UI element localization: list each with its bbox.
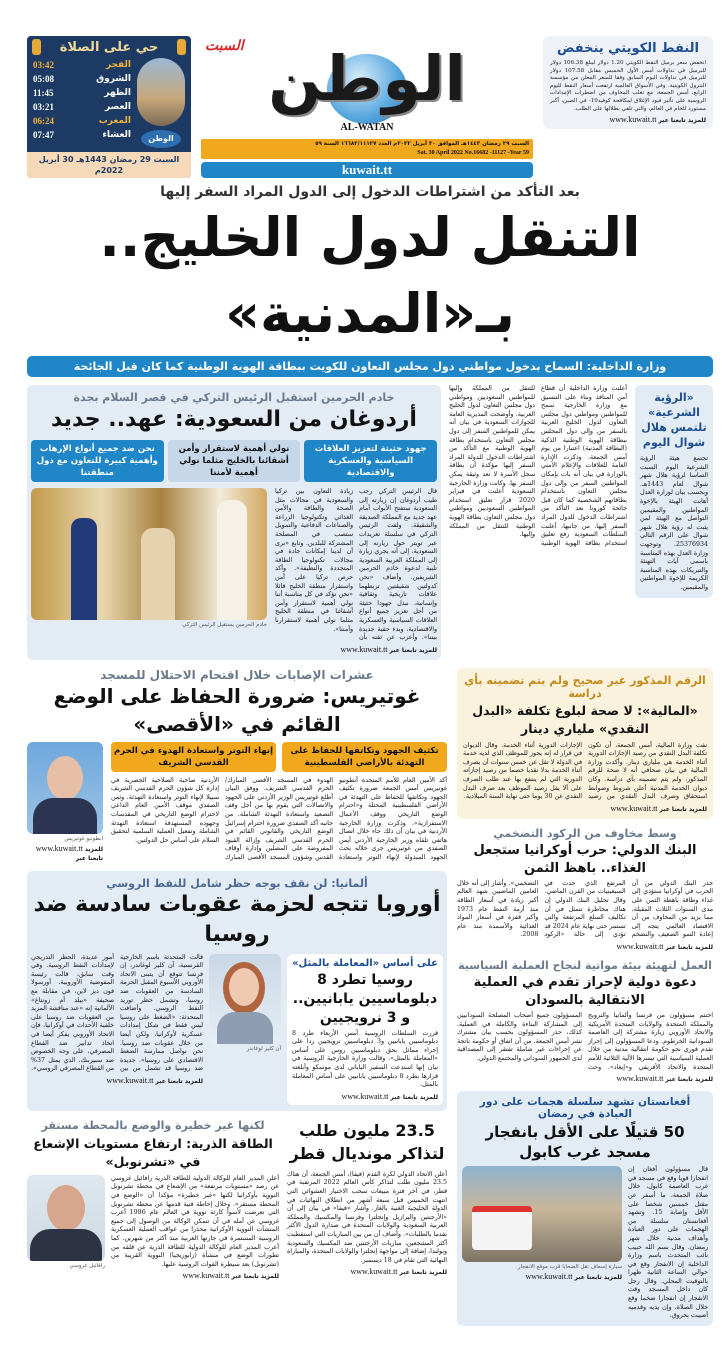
callout-3: نحن ضد جميع أنواع الإرهاب وأهمية كبيرة للتعاون مع دول منطقتنا	[31, 440, 164, 482]
watan-small-logo: الوطن	[141, 130, 181, 148]
finance-kicker: الرقم المذكور غير صحيح ولم يتم تضمينه بأي دراسة	[464, 673, 706, 700]
read-more[interactable]: www.kuwait.tt للمزيد تابعنا عبر	[350, 1267, 447, 1277]
afghan-headline: 50 قتيلًا على الأقل بانفجار مسجد غرب كابول	[485, 1123, 685, 1162]
europe-body: قالت المتحدثة باسم الخارجية الفرنسية، آن كلير لوغاندر، إن فرنسا تتوقع أن يتبنى الاتحاد الأوروبي الأسبوع المقبل الحزمة السادسة من العقوبات ضد روسيا، وتشمل حظر توريد النفط الروسي. وأضافت المتحدثة: «الضغط على روسيا ليس فقط في شكل إمدادات عسكرية لأوكرانيا، ولكن أيضا من خلال عقوبات ضد روسيا. نحن نواصل ممارسة الضغط الاقتصادي على روسيا». جديدة ضد روسيا قد تشمل من بين أمور عديدة، الحظر التدريجي لإمدادات النفط الروسية. وفي وقت سابق، قالت رئيسة المفوضية الأوروبية، أورسولا فون دير لاين، في مقابلة مع صحيفة «بيلد أم زونتاغ» الألمانية إنه «عند مناقشة المزيد من العقوبات ضد روسيا على خلفية الأحداث في أوكرانيا، فإن الاتحاد الأوروبي يفكر أيضا في اتخاذ تدابير ضد القطاع المصرفي، على وجه الخصوص ضد سبيربنك، الذي يمثل 37% من القطاع المصرفي الروسي».	[31, 953, 203, 1073]
person-suit	[30, 1229, 102, 1261]
guterres-photo	[27, 742, 103, 834]
iaea-text	[111, 1175, 279, 1281]
erdogan-kicker: خادم الحرمين استقبل الرئيس التركي في قصر السلام بجدة	[73, 391, 395, 404]
prayer-title: حي على الصلاة	[59, 39, 159, 55]
callout-1: تكثيف الجهود وتكاتفها للحفاظ على التهدئة بالأراضي الفلسطينية	[282, 742, 447, 772]
grossi-caption: رافائيل غروسي	[69, 1262, 105, 1269]
legrand-caption: آن كلير لوغاندر	[246, 1045, 281, 1052]
read-more[interactable]: www.kuwait.tt للمزيد تابعنا عبر	[610, 803, 707, 813]
read-more[interactable]: www.kuwait.tt للمزيد تابعنا عبر	[35, 843, 103, 862]
guterres-story	[27, 668, 447, 863]
diplomats-headline: روسيا تطرد 8 دبلوماسيين يابانيين.. و 3 نرويجيين	[292, 971, 438, 1026]
erdogan-story	[27, 385, 441, 660]
erdogan-caption: خادم الحرمين يستقبل الرئيس التركي	[182, 622, 267, 628]
moon-body: تجتمع هيئة الرؤية الشرعية اليوم السبت التماسا لرؤية هلال شهر شوال لعام 1443هـ. وبحسب بيان لوزارة العدل أهابت الهيئة بالإخوة المواطنين والمقيمين التواصل مع الهيئة لمن يثبت له رؤية هلال شهر شوال على الرقم التالي 25376934. وتوجهت وزارة العدل بهذه المناسبة باسمى آيات التهنئة والتبريكات بهذه المناسبة الكريمة للإخوة المواطنين والمقيمين.	[640, 455, 708, 591]
read-more[interactable]: www.kuwait.tt للمزيد تابعنا عبر	[525, 1272, 622, 1282]
lead-body: أعلنت وزارة الداخلية أن قطاع أمن المنافذ وبناء على التنسيق مع وزارة الخارجية سمح للمواطنين ومواطني دول مجلس التعاون لدول الخليج العربية بالسفر من وإلى دول المجلس ببطاقة الهوية الوطنية الذكية (البطاقة المدنية) اعتبارا من يوم أمس الجمعة. وذكرت الإدارة العامة للعلاقات والإعلام الأمني بالوزارة في بيان أنه بات بإمكان المواطنين السفر من وإلى دول مجلس التعاون باستخدام بطاقاتهم الشخصية كما كان قبل جائحة كورونا بعد التأكد من اشتراطات الدخول للدول المراد السفر إليها. من جانبها، أعلنت السلطات السعودية رفع تعليق استخدام بطاقة الهوية الوطنية للتنقل من المملكة وإليها للمواطنين السعوديين ومواطني دول مجلس التعاون لدول الخليج العربية. وأوضحت المديرية العامة للجوازات السعودية في بيان أنه يمكن للمواطنين السفر إلى دول مجلس التعاون باستخدام بطاقة الهوية الوطنية مع التأكد من اشتراطات الدخول للدولة المراد السفر إليها مؤكدة أن بطاقة سجل الأسرة لا تعد وثيقة يمكن السفر بها. وكانت وزارة الخارجية السعودية أعلنت في فبراير 2020 قرار تعليق استخدام المواطنين السعوديين ومواطني دول مجلس التعاون بطاقة الهوية الوطنية للتنقل من المملكة وإليها.	[449, 385, 627, 547]
moon-sighting-box	[635, 385, 713, 598]
qatar-headline-2: لتذاكر مونديال قطر	[289, 1143, 445, 1163]
erdogan-content	[31, 488, 437, 654]
qatar-headline-1: 23.5 مليون طلب	[299, 1120, 435, 1140]
person-head	[229, 968, 259, 1006]
person-figure	[71, 518, 97, 620]
date-arabic: السبت ٢٩ رمضان ١٤٤٣هـ الموافق ٣٠ أبريل ٢٠٢٢م العدد ١٦٦٨٢/١١١٢٧ السنة ٥٩	[315, 141, 529, 147]
sudan-kicker: العمل لتهيئة بيئة مواتية لنجاح العملية السياسية	[458, 959, 712, 972]
lantern-icon	[32, 39, 41, 55]
iaea-content	[27, 1175, 279, 1281]
masthead	[201, 36, 533, 178]
read-more[interactable]: www.kuwait.tt للمزيد تابعنا عبر	[609, 115, 706, 125]
erdogan-text	[275, 488, 437, 654]
oil-news-box	[543, 36, 713, 129]
read-more[interactable]: www.kuwait.tt للمزيد تابعنا عبر	[182, 1271, 279, 1281]
person-figure	[141, 528, 175, 620]
sudan-headline: دعوة دولية لإحراز تقدم في العملية الانتقالية بالسودان	[473, 975, 697, 1008]
worldbank-kicker: وسط مخاوف من الركود التضخمي	[493, 826, 677, 840]
sudan-body: اختتم مسؤولون من فرنسا وألمانيا والنرويج والمملكة المتحدة والولايات المتحدة الأمريكية والاتحاد الأوروبي زيارة مشتركة إلى العاصمة السودانية الخرطوم. ودعا المسؤولون إلى إحراز تقدم فوري نحو حكومة انتقالية مدنية من خلال العملية السياسية التي تيسرها الآلية الثلاثية للأمم المتحدة والاتحاد الأفريقي و«إيغاد». وحث المسؤولون جميع أصحاب المصلحة السودانيين إلى المشاركة البناءة والكاملة في العملية. كذلك، حذر المسؤولون بحسب بيان مشترك نشر أمس الجمعة، من أن اتفاق أو حكومة ناتجة عن إجراءات غير شاملة تفتقر إلى المصداقية لدى الجمهور السوداني والمجتمع الدولي.	[457, 1012, 713, 1071]
qatar-story	[287, 1119, 447, 1277]
legrand-photo-column	[209, 954, 281, 1052]
afghan-body: قال مسؤولون أفغان إن انفجارا قويا وقع في مسجد في غرب العاصمة كابول، خلال صلاة الجمعة، ما أسفر عن مقتل خمسين شخصا على الأقل وإصابة 15. وتشهد أفغانستان سلسلة من الهجمات على دور العبادة وأهداف مدنية خلال شهر رمضان. وقال بسم الله حبيب نائب المتحدث باسم وزارة الداخلية إن الانفجار وقع في حوالي الساعة الثانية ظهرا بالتوقيت المحلي. وقال رجل كان داخل المسجد وقت الانفجار إن انفجارا ضخما وقع خلال الصلاة، وإن يديه وقدميه أصيبت بحروق.	[628, 1166, 708, 1320]
row-top-stories	[27, 385, 713, 660]
worldbank-story	[457, 827, 713, 951]
europe-headline: أوروبا تتجه لحزمة عقوبات سادسة ضد روسيا	[33, 891, 441, 947]
prayer-row: الشروق 05:08	[33, 74, 131, 84]
prayer-row: الظهر 11:45	[33, 88, 131, 98]
iaea-kicker: لكنها غير خطيرة والوضع بالمحطة مستقر	[41, 1118, 265, 1132]
lead-banner: وزارة الداخلية: السماح بدخول مواطني دول مجلس التعاون للكويت ببطاقة الهوية الوطنية كما كان قبل الجائحة	[27, 356, 713, 377]
date-bar	[201, 139, 533, 159]
right-column	[457, 668, 713, 1326]
europe-text	[31, 954, 203, 1085]
read-more[interactable]: www.kuwait.tt للمزيد تابعنا عبر	[106, 1075, 203, 1085]
prayer-row: العصر 03:21	[33, 102, 131, 112]
iaea-headline: الطاقة الذرية: ارتفاع مستويات الإشعاع في «تشرنوبل»	[33, 1135, 273, 1169]
callout-2: نولي أهمية لاستقرار وأمن أشقائنا بالخليج مثلما نولي أهمية لأمننا	[168, 440, 301, 482]
person-head	[47, 1185, 85, 1231]
callout-2: إنهاء التوتر واستعادة الهدوء في الحرم القدسي الشريف	[111, 742, 276, 772]
date-english: Sat. 30 April 2022 No.16682 -11127 -Year 59	[417, 150, 529, 156]
afghanistan-story	[457, 1091, 713, 1326]
erdogan-body: قال الرئيس التركي رجب طيب أردوغان إن زيارته إلى السعودية ستفتح الأبواب أمام عهد جديد مع المملكة الصديقة والشقيقة. ولفت الرئيس التركي في سلسلة تغريدات عبر تويتر حول زيارته إلى السعودية، إلى أنه يجري زيارة إلى المملكة العربية السعودية تلبية لدعوة خادم الحرمين الشريفين. وأضاف «نحن كدولتين شقيقتين تربطهما علاقات تاريخية وثقافية وإنسانية، نبذل جهودا حثيثة من أجل تعزيز جميع أنواع العلاقات السياسية والعسكرية والاقتصادية، وبدء حقبة جديدة بيننا». وأعرب عن ثقته بأن زيادة التعاون بين تركيا والسعودية في مجالات مثل الصحة والطاقة والأمن الغذائي وتكنولوجيا الزراعة والصناعات الدفاعية والتمويل ستصب في المصلحة المشتركة للبلدين. وتابع «نرى أن لدينا إمكانات جادة في مجالات تكنولوجيا الطاقة المتجددة والنظيفة». وأكد حرص تركيا على أمن واستقرار منطقة الخليج قائلا «نحن نؤكد في كل مناسبة أننا نولي أهمية لاستقرار وأمن أشقائنا في منطقة الخليج مثلما نولي أهمية لاستقرارنا وأمننا».	[275, 488, 437, 642]
moon-headline: «الرؤية الشرعية» تلتمس هلال شوال اليوم	[641, 391, 707, 449]
afghan-photo-column	[462, 1166, 622, 1281]
oil-headline: النفط الكويتي ينخفض	[556, 41, 699, 56]
lead-kicker: بعد التأكد من اشتراطات الدخول إلى الدول المراد السفر إليها	[160, 184, 580, 200]
lantern-icon	[177, 39, 186, 55]
lead-headline: التنقل لدول الخليج.. بـ«المدنية»	[99, 206, 641, 345]
guterres-body: أكد الأمين العام للأمم المتحدة أنطونيو غوتيريس أمس الجمعة ضرورة تكثيف الجهود وتكاتفها للحفاظ على التهدئة في الأراضي الفلسطينية المحتلة و«احترام الوضع التاريخي ووقف الأعمال الاستفزازية». وذكرت وزارة الخارجية الأردنية في بيان أن ذلك جاء خلال اتصال هاتفي تلقاه وزير الخارجية الأردني أيمن الصفدي من غوتيريس جرى خلاله بحث الجهود المبذولة لإنهاء التوتر واستعادة الهدوء في المسجد الأقصى المبارك/ الحرم القدسي الشريف. ووفق البيان أطلع غوتيريس الوزير الأردني على الجهود والاتصالات التي يقوم بها من أجل وقف التصعيد واستعادة التهدئة الشاملة. من جانبه أكد الصفدي ضرورة احترام إسرائيل الوضع التاريخي والقانوني القائم في الحرم القدسي الشريف وإزالة القيود المفروضة على المصلين وإدارة أوقاف القدس وشؤون المسجد الأقصى المبارك الأردنية صاحبة الصلاحية الحصرية في إدارة كل شؤون الحرم القدسي الشريف سبيلا لإنهاء التوتر واستعادة التهدئة. وثمن الصفدي موقف الأمين العام الداعي لاحترام الوضع التاريخي في المقدسات وجهوده المستهدفة استعادة التهدئة الشاملة وتفعيل العملية السلمية لتحقيق السلام على أساس حل الدولتين.	[111, 776, 447, 862]
finance-body: نفت وزارة المالية، أمس الجمعة، أن تكون تكلفة البدل النقدي من رصيد الإجازات الدورية أثناء الخدمة هي ملياري دينار. وأكدت وزارة المالية في بيان صحافي أنه لا صحة للرقم المذكور، ولم يتم تضمينه بأي دراسة. وكان ديوان الخدمة المدنية أعلن شروط وضوابط استحقاق وصرف البدل النقدي من رصيد الإجازات الدورية أثناء الخدمة. وقال الديوان في قرار له إنه يجوز للموظف الذي لديه خدمة في الدولة لا تقل عن خمس سنوات أن يصرف أثناء الخدمة بدلا نقديا خصما من رصيد إجازاته الدورية التي لم ينتفع بها عند طلب الصرف على ألا يقل رصيد الموظف بعد صرف البدل النقدي عن 30 يوما حتى نهاية السنة الميلادية.	[463, 741, 707, 801]
diplomats-body: قررت السلطات الروسية أمس الأربعاء طرد 8 دبلوماسيين يابانيين و3 دبلوماسيين نرويجيين ردا على إجراء مماثل بحق دبلوماسيين روس على أساس «المعاملة بالمثل». وقالت وزارة الخارجية الروسية في بيان إنها استدعت السفير الياباني لدى موسكو وأبلغته قرارها بطرد 8 دبلوماسيين يابانيين على أساس المعاملة بالمثل.	[292, 1029, 438, 1089]
logo-latin: AL-WATAN	[340, 122, 394, 133]
prayer-times-box	[27, 36, 191, 178]
read-more[interactable]: www.kuwait.tt للمزيد تابعنا عبر	[616, 1074, 713, 1084]
grossi-photo-column	[27, 1175, 105, 1269]
person-figure	[217, 500, 247, 620]
qatar-body: أعلن الاتحاد الدولي لكرة القدم (فيفا)، أمس الجمعة، أن هناك 23.5 مليون طلب لتذاكر كأس العالم 2022 المرتقبة في قطر، في آخر فترة مبيعات سحب الاختيار العشوائي التي انتهت الخميس قبل سبعة أشهر من انطلاق النهائيات في الدولة الخليجية الغنية بالغاز. وأشار «فيفا» في بيان إلى أن «الأرجنتين والبرازيل وإنجلترا وفرنسا والمكسيك والمملكة العربية السعودية والولايات المتحدة في صدارة الدول الأكثر تقدما بالطلبات». وأضاف أن من بين المباريات التي استقطبت أكثر المشجعين، مباريات الأرجنتين ضد المكسيك والسعودية وبولندا، إضافة إلى مواجهة إنجلترا والولايات المتحدة، والمباراة النهائية التي تقام في 18 ديسمبر.	[287, 1170, 447, 1264]
finance-headline: «المالية»: لا صحة لبلوغ تكلفة «البدل النقدي» ملياري دينار	[472, 702, 698, 736]
legrand-photo	[209, 954, 281, 1044]
erdogan-headline: أردوغان من السعودية: عهد.. جديد	[51, 407, 417, 432]
day-label: السبت	[205, 38, 244, 54]
europe-content	[31, 954, 443, 1105]
guterres-text	[111, 742, 447, 863]
person-suit	[33, 798, 97, 834]
guterres-headline: غوتيريس: ضرورة الحفاظ على الوضع القائم في «الأقصى»	[53, 683, 421, 736]
left-column	[27, 668, 447, 1281]
finance-story	[457, 668, 713, 819]
callout-1: جهود حثيثة لتعزيز العلاقات السياسية والعسكرية والاقتصادية	[304, 440, 437, 482]
prayer-row: المغرب 06:24	[33, 116, 131, 126]
header-row	[27, 36, 713, 178]
afghan-photo	[462, 1166, 622, 1262]
prayer-row: العشاء 07:47	[33, 130, 131, 140]
prayer-times-list	[33, 58, 131, 142]
worldbank-body: حذر البنك الدولي من أن الحرب في أوكرانيا ستؤدي إلى غذاء وطاقة باهظة الثمن على مدى السنوات الثلاث المقبلة، مما يزيد من المخاوف من أن الاقتصاد العالمي يتجه إلى إعادة النمو الضعيف والتضخم المرتفع الذي حدث في السبعينيات من القرن الماضي. وقال تحليل البنك الدولي إن هناك مخاطرة تتمثل في أن تكاليف السلع المرتفعة والتي تستمر حتى نهاية عام 2024 قد تؤدي إلى حالة «الركود التضخمي». وأشار إلى أنه خلال العامين الماضيين شهد العالم أكبر زيادة في أسعار الطاقة منذ أزمة النفط عام 1973 وأكبر قفزة في أسعار المواد الغذائية والأسمدة منذ عام 2008.	[457, 879, 713, 939]
read-more[interactable]: www.kuwait.tt للمزيد تابعنا عبر	[616, 942, 713, 951]
person-body	[217, 1012, 273, 1044]
afghan-kicker: أفغانستان تشهد سلسلة هجمات على دور العبادة في رمضان	[479, 1096, 691, 1121]
europe-kicker: ألمانيا: لن نقف بوجه حظر شامل للنفط الروسي	[106, 876, 368, 890]
grossi-photo	[27, 1175, 105, 1261]
iaea-body: أعلن المدير العام للوكالة الدولية للطاقة الذرية رافائيل غروسي عن رصد «مستويات مرتفعة» من الإشعاع في محطة تشرنوبل النووية بأوكرانيا لكنها «غير خطيرة» مؤكدا أن «الوضع في المحطة مستقر». وخلال إحاطة فنية قدمها عن محطة تشرنوبل التي تعرضت لأسوأ كارثة نووية في العالم عام 1986 أعرب غروسي عن أمله في أن تتمكن الوكالة من الوصول إلى جميع المنشآت النووية الأوكرانية محذرا من عواقب العملية العسكرية الروسية المستمرة في جارتها الغربية منذ أكثر من شهرين. كما أعرب المدير العام للوكالة الدولية للطاقة الذرية عن قلقه من تطورات الوضع في منشأة (زابوريجيا) النووية القريبة من (تشرنوبل) بعد سيطرة القوات الروسية عليها.	[111, 1174, 279, 1268]
read-more[interactable]: www.kuwait.tt للمزيد تابعنا عبر	[340, 644, 437, 654]
prayer-body	[27, 58, 191, 152]
person-head	[47, 756, 83, 800]
read-more[interactable]: www.kuwait.tt للمزيد تابعنا عبر	[341, 1091, 438, 1101]
site-link[interactable]: kuwait.tt	[201, 162, 533, 178]
sudan-story	[457, 959, 713, 1083]
logo-block	[201, 36, 533, 136]
prayer-title-row	[27, 36, 191, 58]
diplomats-kicker: على أساس «المعاملة بالمثل»	[292, 957, 438, 969]
erdogan-callouts	[31, 440, 437, 482]
guterres-photo-column	[27, 742, 103, 862]
guterres-kicker: عشرات الإصابات خلال اقتحام الاحتلال للمسجد	[100, 667, 374, 682]
worldbank-headline: البنك الدولي: حرب أوكرانيا ستجعل الغذاء.. باهظ الثمن	[473, 842, 697, 876]
diplomats-story	[287, 954, 443, 1105]
erdogan-photo	[31, 488, 267, 620]
afghan-content	[462, 1166, 708, 1321]
mecca-image	[137, 58, 185, 126]
mecca-column	[137, 58, 185, 148]
guterres-callouts	[111, 742, 447, 772]
ambulance	[472, 1206, 532, 1250]
front-page	[27, 0, 713, 1356]
erdogan-photo-column	[31, 488, 267, 628]
guterres-content	[27, 742, 447, 863]
row-lower	[27, 668, 713, 1326]
newspaper-logo: الوطن	[268, 42, 466, 115]
europe-story	[27, 871, 447, 1111]
prayer-date: السبت 29 رمضان 1443هـ 30 أبريل 2022م	[27, 152, 191, 178]
oil-body: انخفض سعر برميل النفط الكويتي 1.20 دولار ليبلغ 106.38 دولار للبرميل في تداولات أمس الأول الخميس مقابل 107.58 دولار للبرميل في تداولات اليوم السابق وفقا للسعر المعلن من مؤسسة البترول الكويتية. وفي الأسواق العالمية ارتفعت أسعار النفط لليوم الرابع، أمس الجمعة، مع تغلب المخاوف من اضطراب الإمدادات الروسية على تأثير قيود الإغلاق لمكافحة كوفيد19- في الصين، أكبر مستورد للخام في العالم، والتي تلقي بظلالها على الطلب.	[550, 60, 707, 112]
guterres-caption: أنطونيو غوتيريس	[64, 835, 103, 842]
afghan-caption: سيارة إسعاف تقل الضحايا قرب موقع الانفجار	[517, 1264, 622, 1271]
prayer-row: الفجر 03:42	[33, 60, 131, 70]
